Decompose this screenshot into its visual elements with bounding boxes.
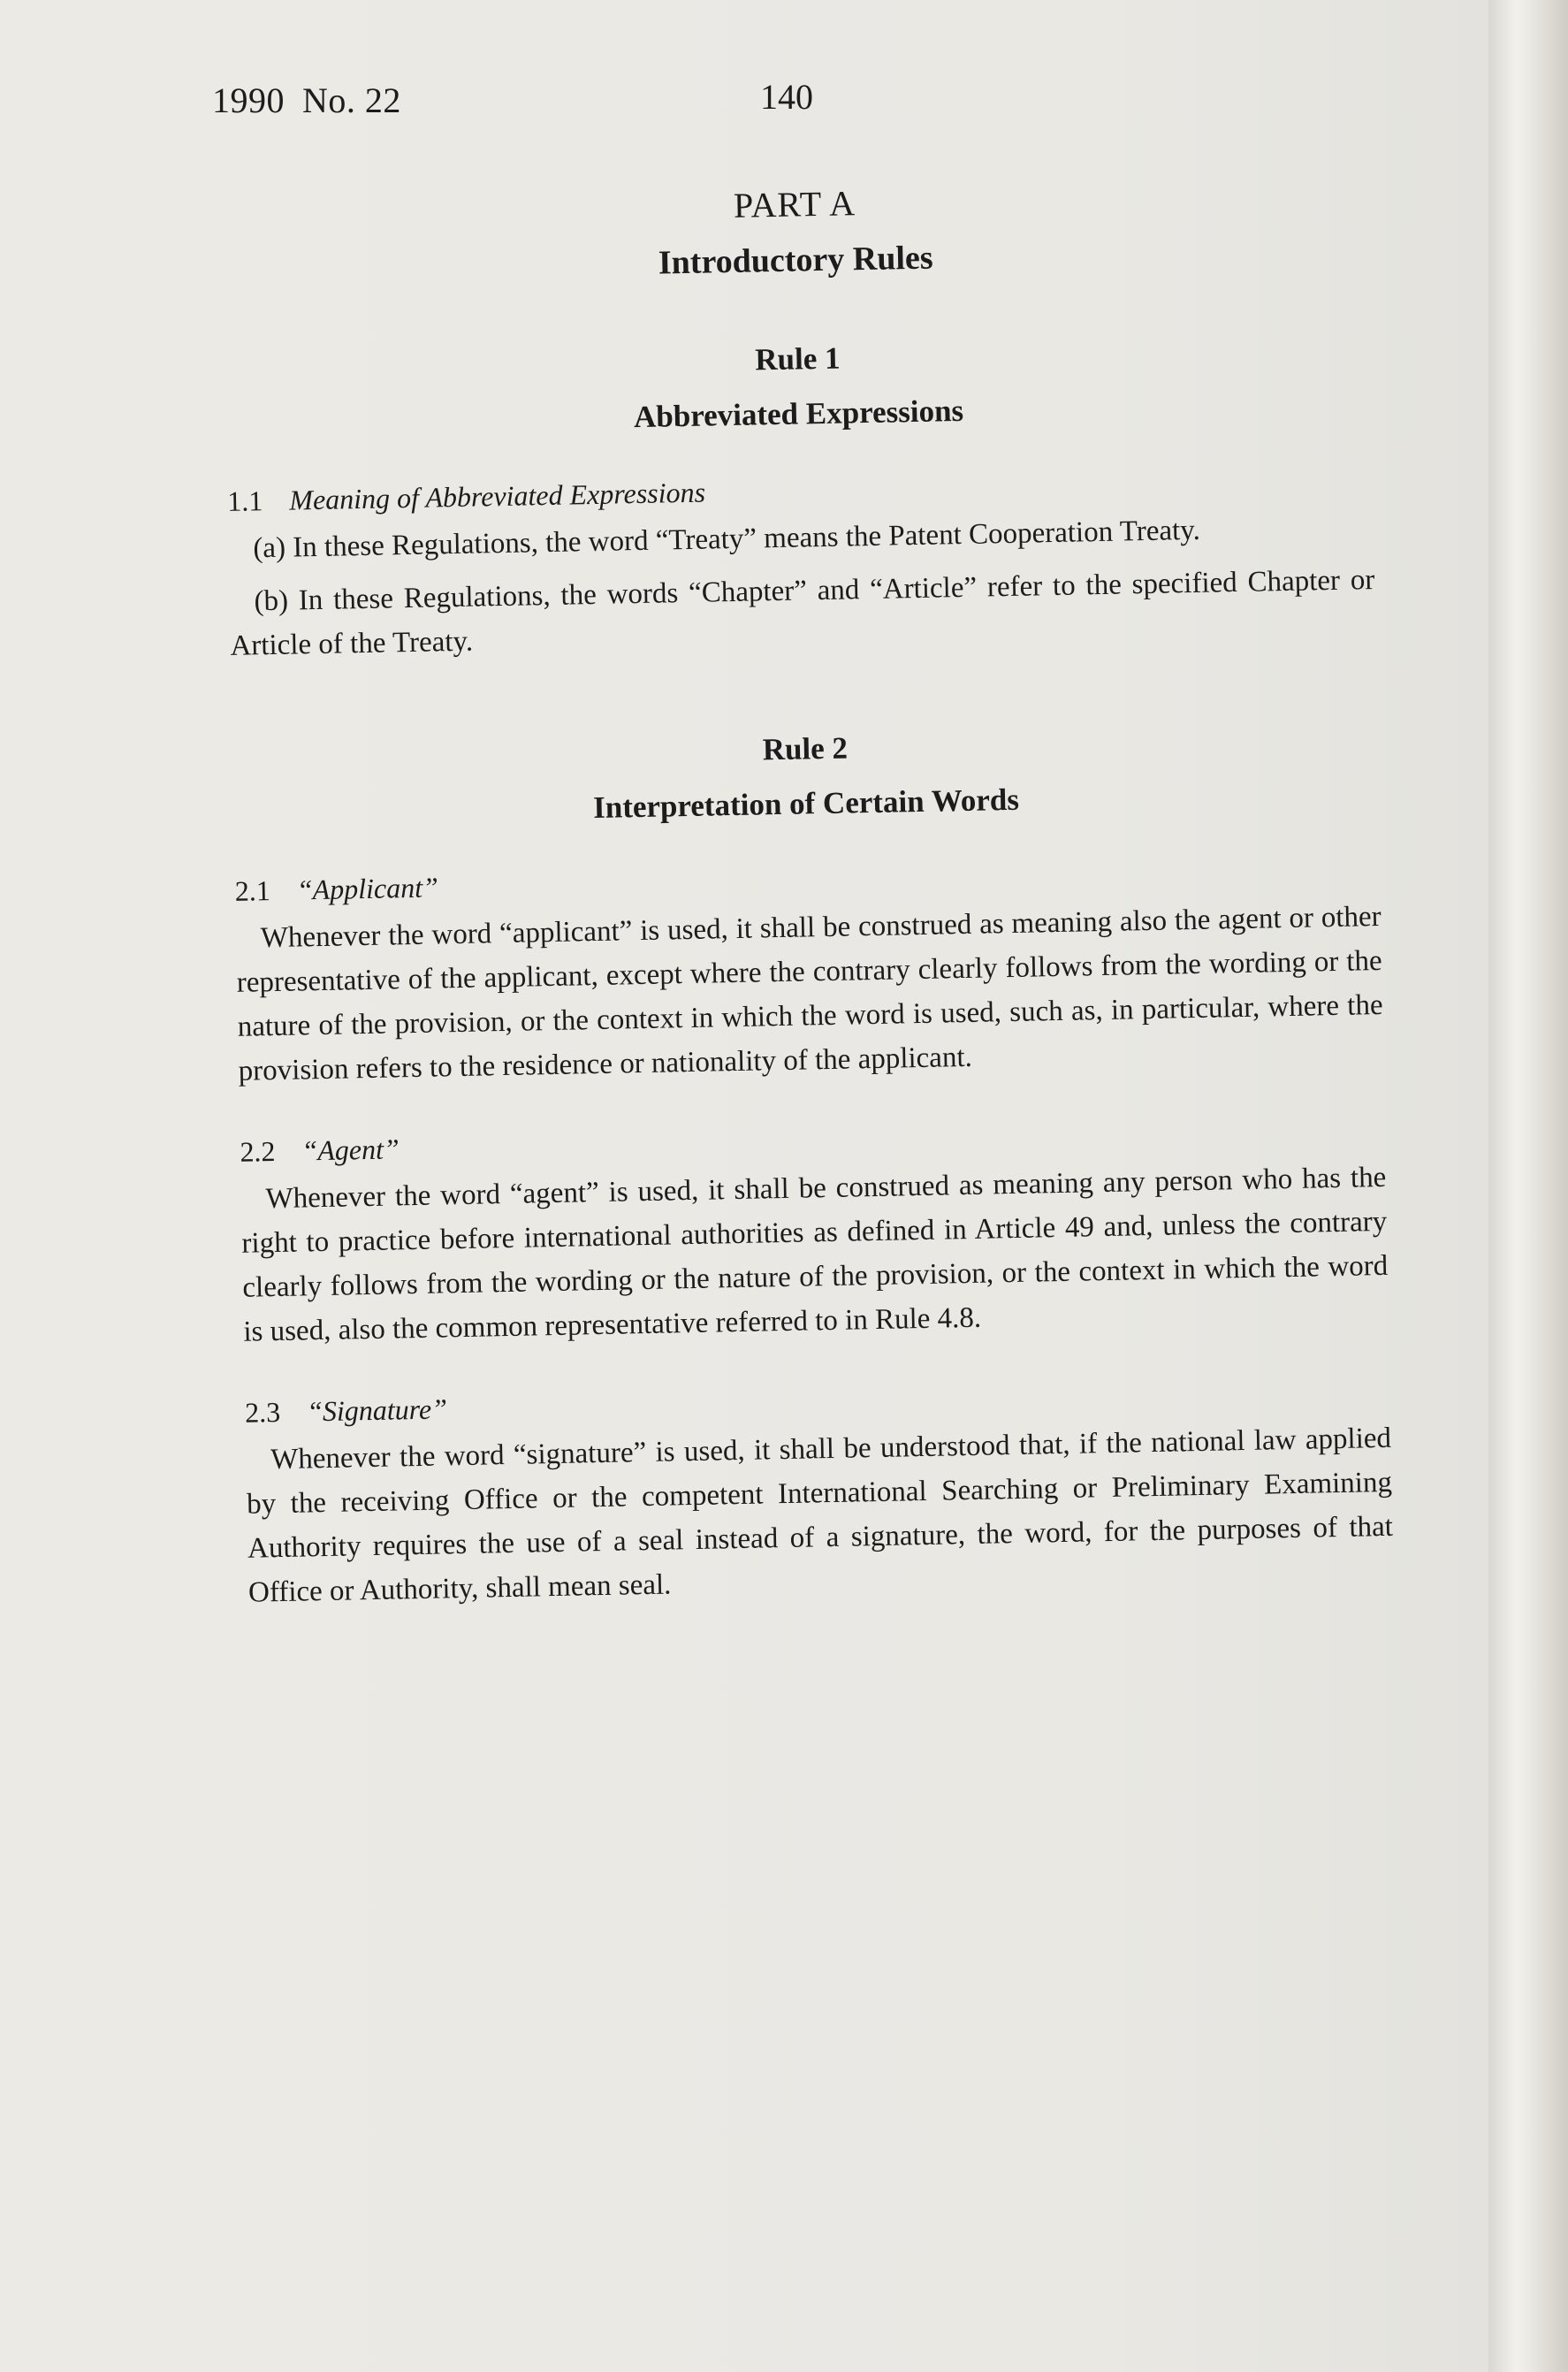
- section-number: 2.1: [234, 874, 271, 907]
- header-number: No. 22: [302, 80, 401, 120]
- paragraph: Whenever the word “signature” is used, it shall be understood that, if the national law applied by the receiving Office or the competent International Searching or Preliminary Examining Authority requires the use of a seal instead of a signature, the word, for the purposes of that Office or Authority, shall mean seal.: [246, 1422, 1394, 1609]
- page-number: 140: [760, 77, 813, 117]
- part-title: PART A: [733, 183, 856, 225]
- section-title: “Signature”: [306, 1392, 448, 1428]
- rule-title: Abbreviated Expressions: [633, 393, 964, 435]
- section-title: Meaning of Abbreviated Expressions: [288, 476, 706, 516]
- section-title: “Applicant”: [296, 871, 439, 906]
- section-number: 2.3: [244, 1395, 281, 1429]
- paragraph: (b) In these Regulations, the words “Chapter” and “Article” refer to the specified Chapter or Article of the Treaty.: [230, 564, 1375, 662]
- section-title: “Agent”: [301, 1133, 400, 1167]
- paragraph: Whenever the word “applicant” is used, it shall be construed as meaning also the agent or other representative of the applicant, except where the contrary clearly follows from the wording or the nature of the provision, or the context in which the word is used, such as, in particular, where the provision refers to the residence or nationality of the applicant.: [236, 900, 1383, 1087]
- part-subtitle: Introductory Rules: [658, 239, 933, 282]
- rule-label: Rule 1: [754, 340, 841, 378]
- rule-title: Interpretation of Certain Words: [592, 782, 1020, 826]
- header-year: 1990: [212, 80, 285, 120]
- paragraph: (a) In these Regulations, the word “Treaty” means the Patent Cooperation Treaty.: [253, 514, 1201, 565]
- section-number: 2.2: [240, 1135, 276, 1168]
- section-number: 1.1: [227, 484, 263, 517]
- page-edge: [1488, 0, 1568, 2372]
- document-body: [219, 49, 1394, 1615]
- rule-label: Rule 2: [762, 730, 849, 767]
- paragraph: Whenever the word “agent” is used, it shall be construed as meaning any person who has the right to practice before international authorities as defined in Article 49 and, unless the contrary clearly follows from the wording or the nature of the provision, or the context in which the word is used, also the common representative referred to in Rule 4.8.: [241, 1161, 1389, 1348]
